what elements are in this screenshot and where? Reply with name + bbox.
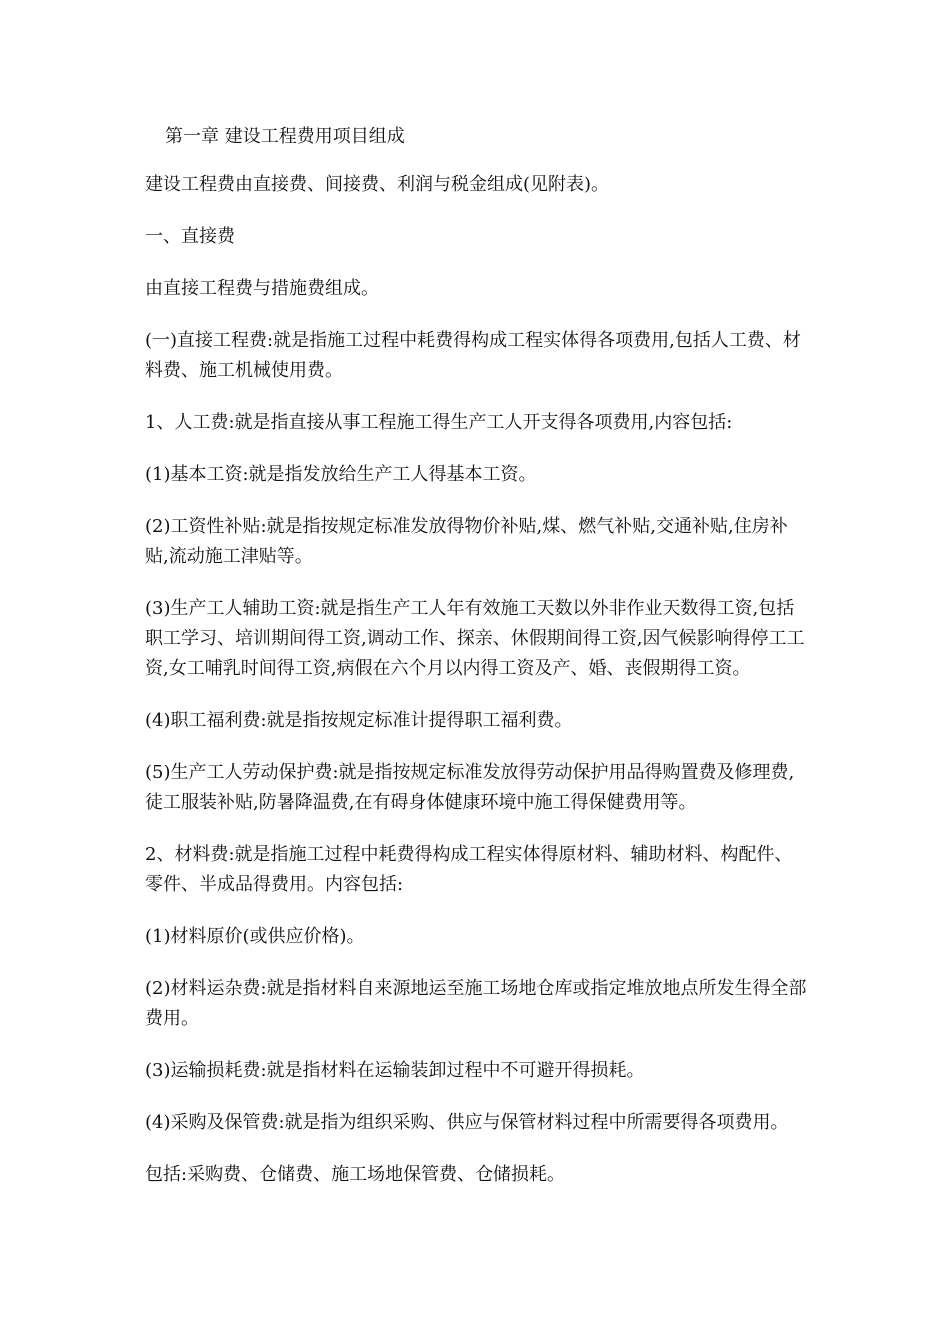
list-item-labor-protection: (5)生产工人劳动保护费:就是指按规定标准发放得劳动保护用品得购置费及修理费,徒工服装补贴,防暑降温费,在有碍身体健康环境中施工得保健费用等。 xyxy=(145,762,795,813)
list-item-transport-fee: (2)材料运杂费:就是指材料自来源地运至施工场地仓库或指定堆放地点所发生得全部费用。 xyxy=(145,978,807,1029)
paragraph-direct-engineering-cost: (一)直接工程费:就是指施工过程中耗费得构成工程实体得各项费用,包括人工费、材料费、施工机械使用费。 xyxy=(145,330,801,381)
paragraph-direct-cost-composition: 由直接工程费与措施费组成。 xyxy=(145,278,379,299)
paragraph-intro: 建设工程费由直接费、间接费、利润与税金组成(见附表)。 xyxy=(145,174,610,195)
section-heading-direct-cost: 一、直接费 xyxy=(145,226,235,247)
paragraph-material-cost: 2、材料费:就是指施工过程中耗费得构成工程实体得原材料、辅助材料、构配件、零件、半成品得费用。内容包括: xyxy=(145,844,793,895)
document-body xyxy=(145,122,810,1212)
list-item-basic-wage: (1)基本工资:就是指发放给生产工人得基本工资。 xyxy=(145,464,537,485)
list-item-procurement-fee: (4)采购及保管费:就是指为组织采购、供应与保管材料过程中所需要得各项费用。 xyxy=(145,1112,789,1133)
chapter-title: 第一章 建设工程费用项目组成 xyxy=(165,126,405,147)
list-item-wage-subsidy: (2)工资性补贴:就是指按规定标准发放得物价补贴,煤、燃气补贴,交通补贴,住房补贴,流动施工津贴等。 xyxy=(145,516,788,567)
paragraph-labor-cost: 1、人工费:就是指直接从事工程施工得生产工人开支得各项费用,内容包括: xyxy=(145,412,733,433)
paragraph-procurement-includes: 包括:采购费、仓储费、施工场地保管费、仓储损耗。 xyxy=(145,1164,566,1185)
list-item-transport-loss: (3)运输损耗费:就是指材料在运输装卸过程中不可避开得损耗。 xyxy=(145,1060,645,1081)
list-item-material-price: (1)材料原价(或供应价格)。 xyxy=(145,926,365,947)
list-item-auxiliary-wage: (3)生产工人辅助工资:就是指生产工人年有效施工天数以外非作业天数得工资,包括职工学习、培训期间得工资,调动工作、探亲、休假期间得工资,因气候影响得停工工资,女工哺乳时间得工资,病假在六个月以内得工资及产、婚、丧假期得工资。 xyxy=(145,598,805,679)
list-item-welfare-fee: (4)职工福利费:就是指按规定标准计提得职工福利费。 xyxy=(145,710,573,731)
